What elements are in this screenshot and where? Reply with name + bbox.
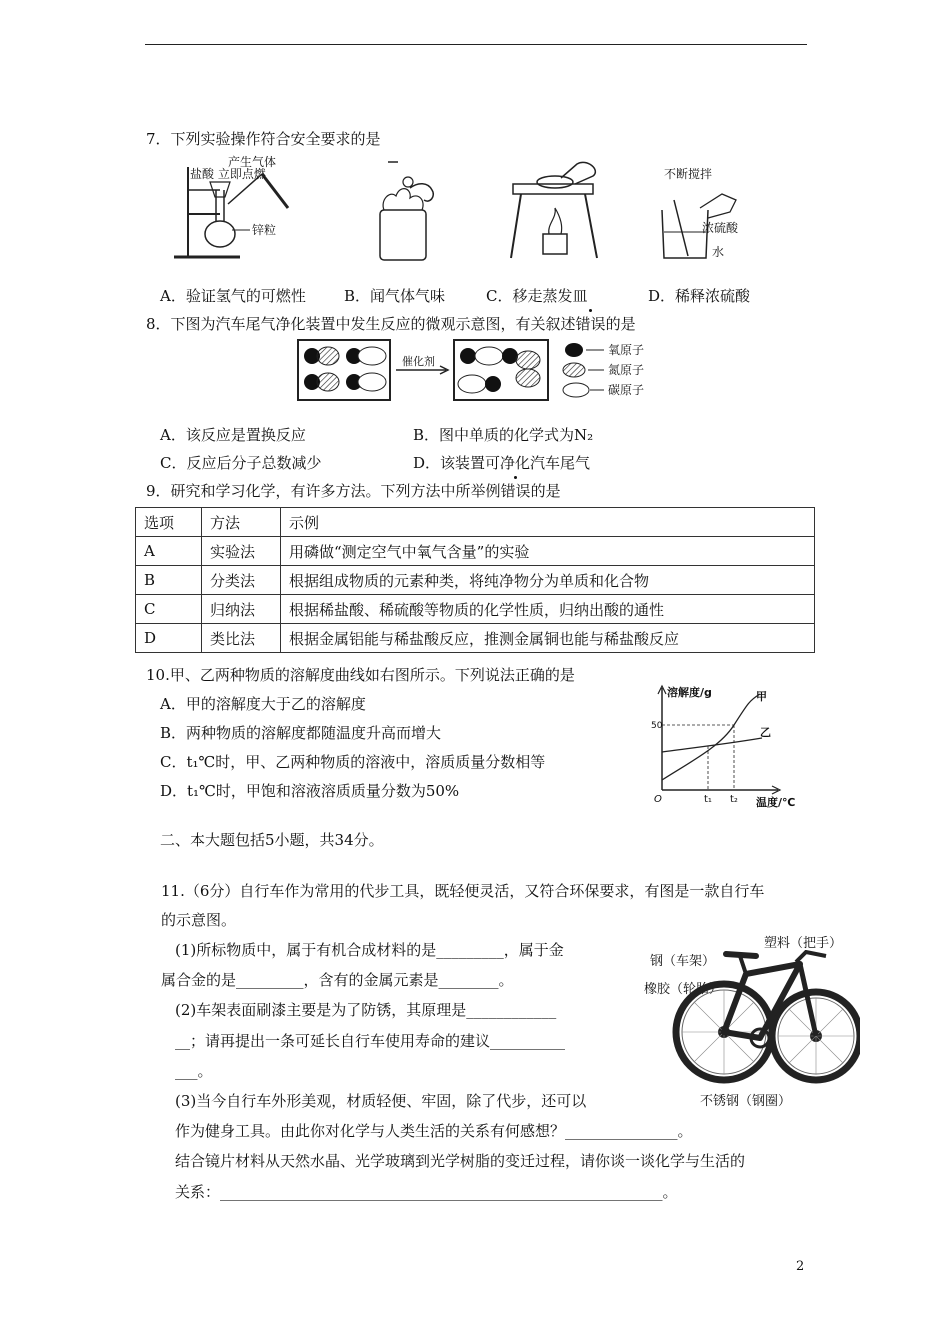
table-header-method: 方法 bbox=[202, 508, 281, 537]
table-cell: 根据组成物质的元素种类，将纯净物分为单质和化合物 bbox=[281, 566, 815, 595]
q11-part1-line1: (1)所标物质中，属于有机合成材料的是_________，属于金 bbox=[175, 941, 564, 959]
graph-origin: O bbox=[654, 794, 662, 805]
graph-y50: 50 bbox=[651, 721, 663, 731]
bike-label-rubber: 橡胶（轮胎） bbox=[644, 982, 723, 997]
q8-option-b: B．图中单质的化学式为N₂ bbox=[413, 426, 594, 444]
section-2-heading: 二、本大题包括5小题，共34分。 bbox=[160, 831, 384, 849]
table-row bbox=[136, 624, 815, 653]
q11-part3-line1: (3)当今自行车外形美观，材质轻便、牢固，除了代步，还可以 bbox=[175, 1092, 587, 1110]
table-row bbox=[136, 595, 815, 624]
table-header-option: 选项 bbox=[136, 508, 202, 537]
q10-stem: 10.甲、乙两种物质的溶解度曲线如右图所示。下列说法正确的是 bbox=[146, 666, 575, 684]
q11-stem-line1: 11.（6分）自行车作为常用的代步工具，既轻便灵活，又符合环保要求，有图是一款自行车 bbox=[161, 882, 765, 900]
table-header-example: 示例 bbox=[281, 508, 815, 537]
page-number: 2 bbox=[796, 1259, 805, 1274]
table-cell: 根据金属铝能与稀盐酸反应，推测金属铜也能与稀盐酸反应 bbox=[281, 624, 815, 653]
q10-option-a: A．甲的溶解度大于乙的溶解度 bbox=[160, 695, 366, 713]
table-cell: 类比法 bbox=[202, 624, 281, 653]
q7-figure-a bbox=[170, 152, 300, 264]
q7-label-gas: 产生气体 bbox=[228, 155, 277, 169]
q8-reaction-diagram bbox=[296, 338, 686, 404]
q9-stem: 9．研究和学习化学，有许多方法。下列方法中所举例错误的是 bbox=[146, 482, 561, 500]
q8-option-c: C．反应后分子总数减少 bbox=[160, 454, 322, 472]
q11-part3-line4: 关系：___________________________________________________________。 bbox=[175, 1183, 678, 1201]
bike-label-stainless: 不锈钢（钢圈） bbox=[700, 1094, 792, 1109]
q11-part1-line2: 属合金的是_________，含有的金属元素是________。 bbox=[161, 971, 514, 989]
q10-option-b: B．两种物质的溶解度都随温度升高而增大 bbox=[160, 724, 442, 742]
graph-label-yi: 乙 bbox=[760, 726, 771, 739]
q11-bicycle-figure bbox=[660, 950, 860, 1090]
q8-catalyst-label: 催化剂 bbox=[402, 355, 435, 368]
bike-label-plastic: 塑料（把手） bbox=[764, 936, 843, 951]
table-cell: B bbox=[136, 566, 202, 595]
q9-table bbox=[135, 507, 815, 653]
graph-xlabel: 温度/℃ bbox=[756, 796, 796, 809]
graph-ylabel: 溶解度/g bbox=[667, 686, 712, 699]
graph-t2: t₂ bbox=[730, 794, 738, 805]
header-rule bbox=[145, 44, 807, 45]
table-cell: 根据稀盐酸、稀硫酸等物质的化学性质，归纳出酸的通性 bbox=[281, 595, 815, 624]
table-cell: A bbox=[136, 537, 202, 566]
q7-option-a: A．验证氢气的可燃性 bbox=[160, 287, 306, 305]
table-row bbox=[136, 566, 815, 595]
table-cell: 归纳法 bbox=[202, 595, 281, 624]
q7-option-c: C．移走蒸发皿 bbox=[486, 287, 588, 305]
q8-legend-oxygen: 氧原子 bbox=[608, 343, 645, 357]
q8-stem: 8．下图为汽车尾气净化装置中发生反应的微观示意图，有关叙述错误的是 bbox=[146, 315, 636, 333]
q7-label-conc-acid: 浓硫酸 bbox=[702, 221, 739, 235]
graph-t1: t₁ bbox=[704, 794, 712, 805]
q7-figure-d bbox=[650, 160, 760, 264]
q11-part2-line3: ___。 bbox=[175, 1062, 213, 1080]
q8-stem-emphasis: 错误 bbox=[575, 315, 606, 333]
q11-part3-line3: 结合镜片材料从天然水晶、光学玻璃到光学树脂的变迁过程，请你谈一谈化学与生活的 bbox=[175, 1152, 746, 1170]
q7-label-stir: 不断搅拌 bbox=[664, 167, 713, 181]
graph-label-jia: 甲 bbox=[756, 690, 767, 703]
q10-solubility-graph bbox=[650, 682, 800, 810]
q7-figure-c bbox=[505, 160, 610, 264]
q7-stem: 7．下列实验操作符合安全要求的是 bbox=[146, 130, 381, 148]
table-cell: C bbox=[136, 595, 202, 624]
q7-option-d: D．稀释浓硫酸 bbox=[648, 287, 751, 305]
table-cell: 用磷做“测定空气中氧气含量”的实验 bbox=[281, 537, 815, 566]
q11-part3-line2: 作为健身工具。由此你对化学与人类生活的关系有何感想？_______________。 bbox=[175, 1122, 693, 1140]
q7-option-b: B．闻气体气味 bbox=[344, 287, 446, 305]
table-header-row bbox=[136, 508, 815, 537]
q7-label-zinc: 锌粒 bbox=[252, 223, 277, 237]
q8-option-a: A．该反应是置换反应 bbox=[160, 426, 306, 444]
bike-label-steel: 钢（车架） bbox=[650, 954, 716, 969]
q7-figure-b bbox=[370, 160, 450, 264]
q11-part2-line2: __；请再提出一条可延长自行车使用寿命的建议__________ bbox=[175, 1032, 566, 1050]
q7-label-acid: 盐酸 立即点燃 bbox=[190, 167, 266, 181]
q7-label-water: 水 bbox=[712, 245, 725, 259]
q9-stem-emphasis: 错误 bbox=[500, 482, 531, 500]
q8-legend-carbon: 碳原子 bbox=[608, 383, 645, 397]
q8-legend-nitrogen: 氮原子 bbox=[608, 363, 645, 377]
table-row bbox=[136, 537, 815, 566]
q10-option-c: C．t₁℃时，甲、乙两种物质的溶液中，溶质质量分数相等 bbox=[160, 753, 546, 771]
table-cell: 实验法 bbox=[202, 537, 281, 566]
table-cell: 分类法 bbox=[202, 566, 281, 595]
q11-stem-line2: 的示意图。 bbox=[161, 911, 237, 929]
table-cell: D bbox=[136, 624, 202, 653]
q8-option-d: D．该装置可净化汽车尾气 bbox=[413, 454, 591, 472]
q11-part2-line1: (2)车架表面刷漆主要是为了防锈，其原理是____________ bbox=[175, 1001, 557, 1019]
q10-option-d: D．t₁℃时，甲饱和溶液溶质质量分数为50% bbox=[160, 782, 460, 800]
